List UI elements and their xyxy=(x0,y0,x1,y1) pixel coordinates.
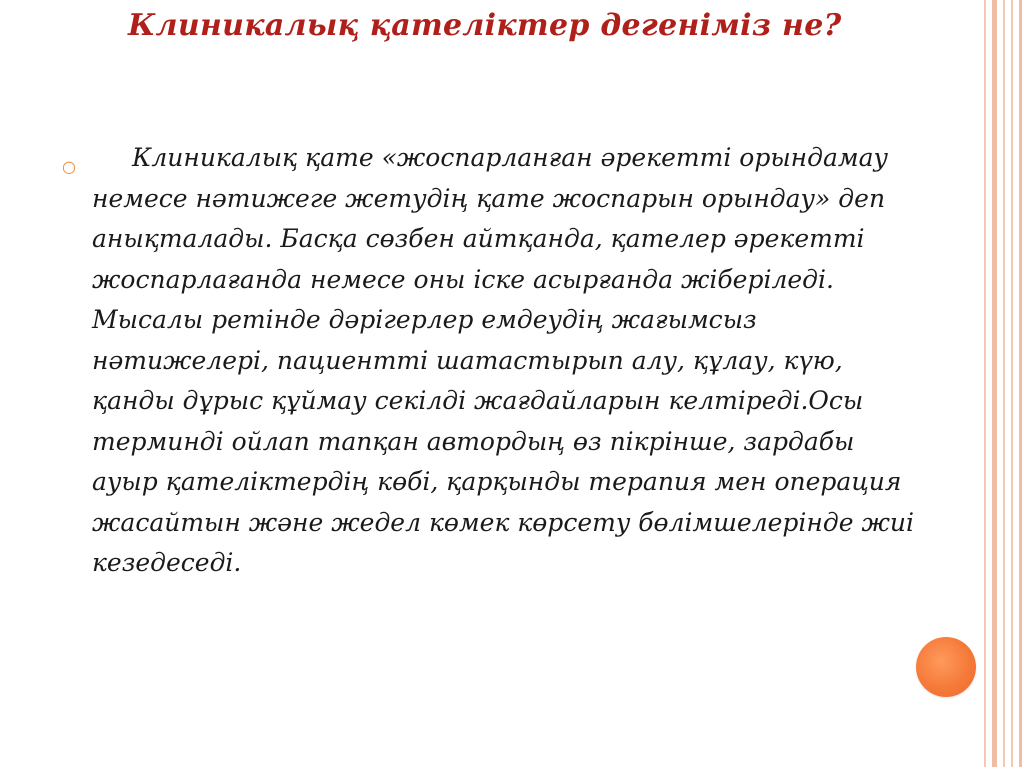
border-stripe xyxy=(1003,0,1005,767)
bullet-icon: ○ xyxy=(62,157,76,176)
slide-body-text: Клиникалық қате «жоспарланған әрекетті орындамау немесе нәтижеге жетудің қате жоспарын орындау» деп анықталады. Басқа сөзбен айтқанда, қателер әрекетті жоспарлағанда немесе оны іске асырғанда жіберіледі. Мысалы ретінде дәрігерлер емдеудің жағымсыз нәтижелері, пациентті шатастырып алу, құлау, күю, қанды дұрыс құймау секілді жағдайларын келтіреді.Осы терминді ойлап тапқан автордың өз пікрінше, зардабы ауыр қателіктердің көбі, қарқынды терапия мен операция жасайтын және жедел көмек көрсету бөлімшелерінде жиі кезедеседі. xyxy=(92,143,914,577)
border-stripe xyxy=(1019,0,1022,767)
slide-title: Клиникалық қателіктер дегеніміз не? xyxy=(128,8,842,43)
border-stripe xyxy=(1011,0,1013,767)
orange-circle-decoration-icon xyxy=(916,637,976,697)
border-stripe xyxy=(984,0,986,767)
border-stripe xyxy=(992,0,997,767)
